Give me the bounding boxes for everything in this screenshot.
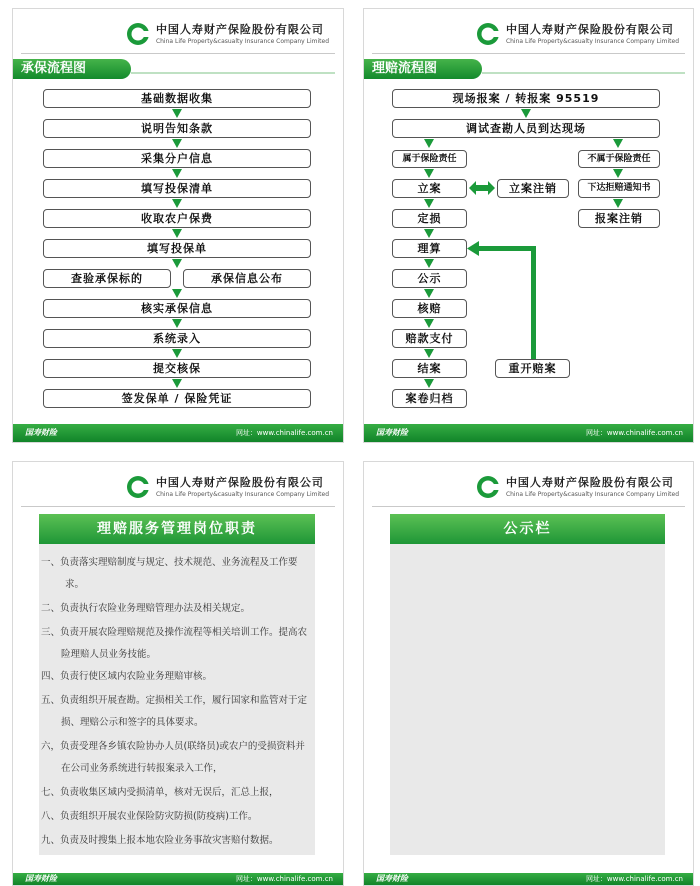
panel-title: 承保流程图 [13, 59, 131, 79]
header-divider [21, 506, 335, 507]
step-register: 立案 [392, 179, 467, 198]
brand-header [126, 17, 329, 51]
step-review: 核赔 [392, 299, 467, 318]
step-reopen: 重开赔案 [495, 359, 570, 378]
brand-name-en: China Life Property&casualty Insurance Company Limited [155, 490, 329, 498]
step-collect-household: 采集分户信息 [43, 149, 311, 168]
duty-line: 三、负责开展农险理赔规范及操作流程等相关培训工作。提高农 [41, 627, 308, 638]
reopen-connector-h [476, 246, 536, 251]
arrow-down-icon [613, 199, 623, 208]
footer-logo: 国寿财险 [376, 874, 408, 883]
panel-title: 公示栏 [390, 514, 665, 544]
duty-line: 四、负责行使区域内农险业务理赔审核。 [41, 671, 213, 682]
panel-title: 理赔服务管理岗位职责 [39, 514, 315, 544]
panel-duties [12, 461, 344, 886]
step-covered: 属于保险责任 [392, 150, 467, 168]
step-report: 现场报案 / 转报案 95519 [392, 89, 660, 108]
duty-line: 七、负责收集区域内受损清单，核对无误后，汇总上报， [41, 787, 279, 798]
step-data-collection: 基础数据收集 [43, 89, 311, 108]
company-logo-icon [476, 475, 500, 499]
footer-bar [13, 424, 343, 442]
arrow-down-icon [172, 379, 182, 388]
brand-name-cn: 中国人寿财产保险股份有限公司 [155, 22, 324, 36]
footer-url: 网址：www.chinalife.com.cn [235, 875, 333, 883]
arrow-down-icon [424, 229, 434, 238]
duty-line: 二、负责执行农险业务理赔管理办法及相关规定。 [41, 603, 251, 614]
duty-line: 损、理赔公示和签字的具体要求。 [61, 717, 204, 728]
arrow-down-icon [424, 169, 434, 178]
step-submit-review: 提交核保 [43, 359, 311, 378]
arrow-down-icon [424, 349, 434, 358]
duty-line: 八、负责组织开展农业保险防灾防损(防疫病)工作。 [41, 811, 258, 822]
step-adjust: 理算 [392, 239, 467, 258]
title-underline [482, 72, 685, 74]
duty-line: 九、负责及时搜集上报本地农险业务事故灾害赔付数据。 [41, 835, 279, 846]
footer-url: 网址：www.chinalife.com.cn [585, 429, 683, 437]
arrow-down-icon [172, 169, 182, 178]
step-system-entry: 系统录入 [43, 329, 311, 348]
header-divider [372, 53, 685, 54]
footer-url: 网址：www.chinalife.com.cn [585, 875, 683, 883]
panel-underwriting-flow [12, 8, 344, 443]
arrow-down-icon [172, 109, 182, 118]
arrow-down-icon [172, 199, 182, 208]
reopen-connector-v [531, 246, 536, 359]
arrow-down-icon [172, 229, 182, 238]
arrow-down-icon [172, 319, 182, 328]
duty-line: 求。 [65, 579, 85, 590]
bulletin-board-area [390, 544, 665, 855]
step-fill-application: 填写投保单 [43, 239, 311, 258]
step-rejection-notice: 下达拒赔通知书 [578, 179, 660, 198]
step-inspect-subject: 查验承保标的 [43, 269, 171, 288]
arrow-down-icon [424, 199, 434, 208]
step-survey: 调试查勘人员到达现场 [392, 119, 660, 138]
panel-claims-flow [363, 8, 694, 443]
title-underline [131, 72, 335, 74]
brand-name-en: China Life Property&casualty Insurance Company Limited [505, 490, 679, 498]
step-assess-loss: 定损 [392, 209, 467, 228]
panel-bulletin [363, 461, 694, 886]
footer-logo: 国寿财险 [25, 874, 57, 883]
step-fill-list: 填写投保清单 [43, 179, 311, 198]
duty-line: 在公司业务系统进行转报案录入工作， [61, 763, 223, 774]
arrow-down-icon [172, 349, 182, 358]
arrow-down-icon [613, 139, 623, 148]
footer-bar [13, 873, 343, 885]
company-logo-icon [126, 475, 150, 499]
double-arrow-icon [469, 181, 495, 195]
panel-title: 理赔流程图 [364, 59, 482, 79]
brand-name-cn: 中国人寿财产保险股份有限公司 [155, 475, 324, 489]
brand-name-cn: 中国人寿财产保险股份有限公司 [505, 22, 674, 36]
arrow-down-icon [172, 259, 182, 268]
duty-line: 一、负责落实理赔制度与规定、技术规范、业务流程及工作要 [41, 557, 298, 568]
step-payment: 赔款支付 [392, 329, 467, 348]
arrow-left-icon [467, 241, 479, 256]
header-divider [372, 506, 685, 507]
duty-line: 六，负责受理各乡镇农险协办人员(联络员)或农户的受损资料并 [41, 741, 305, 752]
arrow-down-icon [424, 139, 434, 148]
arrow-down-icon [424, 259, 434, 268]
step-archive: 案卷归档 [392, 389, 467, 408]
arrow-down-icon [424, 319, 434, 328]
company-logo-icon [476, 22, 500, 46]
arrow-down-icon [613, 169, 623, 178]
arrow-down-icon [521, 109, 531, 118]
footer-bar [364, 873, 693, 885]
step-issue-policy: 签发保单 / 保险凭证 [43, 389, 311, 408]
duty-line: 五、负责组织开展查勘。定损相关工作，履行国家和监管对于定 [41, 695, 308, 706]
brand-header [126, 470, 329, 504]
footer-logo: 国寿财险 [376, 428, 408, 437]
step-publicize: 公示 [392, 269, 467, 288]
step-report-cancel: 报案注销 [578, 209, 660, 228]
step-collect-premium: 收取农户保费 [43, 209, 311, 228]
step-not-covered: 不属于保险责任 [578, 150, 660, 168]
arrow-down-icon [424, 379, 434, 388]
header-divider [21, 53, 335, 54]
company-logo-icon [126, 22, 150, 46]
brand-name-en: China Life Property&casualty Insurance Company Limited [155, 37, 329, 45]
brand-header [476, 17, 679, 51]
arrow-down-icon [172, 289, 182, 298]
brand-name-cn: 中国人寿财产保险股份有限公司 [505, 475, 674, 489]
brand-header [476, 470, 679, 504]
brand-name-en: China Life Property&casualty Insurance Company Limited [505, 37, 679, 45]
footer-bar [364, 424, 693, 442]
footer-logo: 国寿财险 [25, 428, 57, 437]
arrow-down-icon [424, 289, 434, 298]
duty-line: 险理赔人员业务技能。 [61, 649, 157, 660]
step-close-case: 结案 [392, 359, 467, 378]
arrow-down-icon [172, 139, 182, 148]
step-explain-terms: 说明告知条款 [43, 119, 311, 138]
footer-url: 网址：www.chinalife.com.cn [235, 429, 333, 437]
step-publish-info: 承保信息公布 [183, 269, 311, 288]
step-register-cancel: 立案注销 [497, 179, 569, 198]
step-verify-info: 核实承保信息 [43, 299, 311, 318]
